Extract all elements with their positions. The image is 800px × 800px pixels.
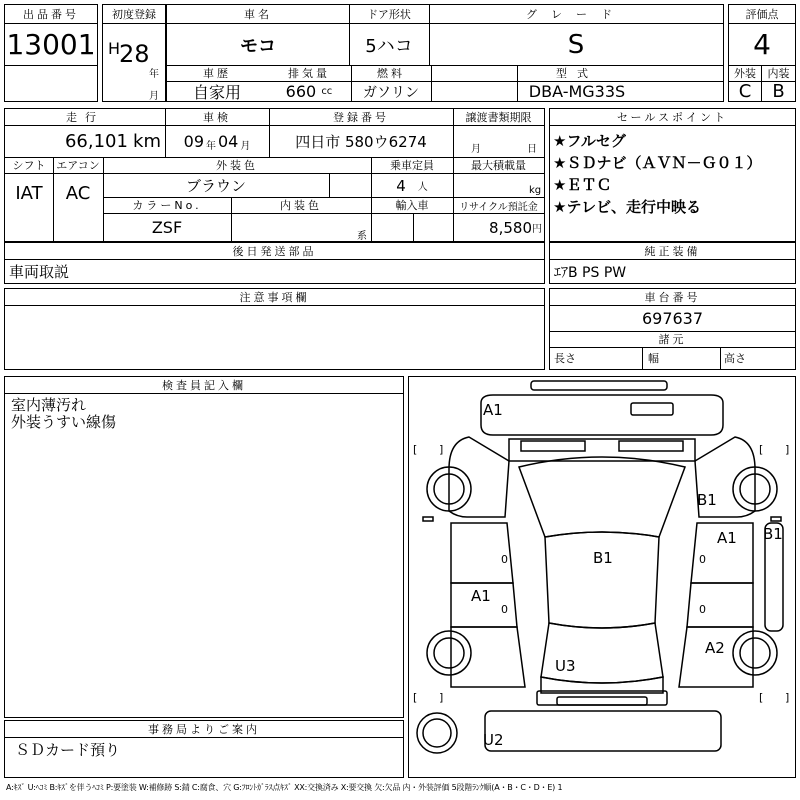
recycle-label: リサイクル預託金: [459, 201, 538, 213]
damage-diagram-box: [408, 376, 796, 778]
inspector-line: 室内薄汚れ: [11, 396, 87, 414]
mark-right-side: B1: [763, 525, 783, 543]
registration-year: 28: [119, 40, 150, 68]
score-label: 評価点: [745, 8, 779, 21]
history: 自家用: [192, 83, 241, 102]
inspector-box: [4, 376, 404, 718]
mileage-value: 66,101: [64, 131, 128, 152]
dims-label: 諸元: [658, 333, 687, 346]
door-type: 5ハコ: [365, 35, 413, 57]
color-label: 外装色: [216, 159, 258, 172]
door-label: ドア形状: [367, 8, 411, 21]
bracket: ]: [785, 691, 790, 704]
vehicle-info-box: [166, 4, 724, 102]
inspection-date: [165, 126, 269, 157]
equipment-box: [549, 242, 796, 284]
dims-height: 高さ: [724, 352, 746, 365]
mark-zero: 0: [699, 553, 706, 566]
exterior-label: 外装: [734, 67, 756, 80]
ac: AC: [65, 182, 91, 204]
inspection-label: 車検: [203, 111, 231, 124]
office-box: [4, 720, 404, 778]
interior-color-unit: 系: [357, 230, 367, 242]
equipment-value: ｴｱB PS PW: [554, 264, 627, 281]
plate: 四日市 580ウ6274: [295, 133, 427, 151]
legend: A:ｷｽﾞ U:ﾍｺﾐ B:ｷｽﾞを伴うﾍｺﾐ P:要塗装 W:補修跡 S:錆 C:腐食、穴 G:ﾌﾛﾝﾄｶﾞﾗｽ点ｷｽﾞ XX:交換済み X:要交換 欠:欠品 内・外装評価 5段階ﾗﾝｸ順(A・B・C・D・E) 1: [6, 783, 563, 792]
mileage: [5, 126, 161, 157]
sales-point: ★ＳＤナビ（ＡＶＮ－Ｇ０１）: [553, 153, 762, 172]
mark-rear-bumper: U2: [483, 731, 504, 749]
later-parts-label: 後日発送部品: [232, 245, 317, 258]
bracket: [: [413, 691, 418, 704]
model: DBA-MG33S: [528, 82, 626, 101]
lot-number: 13001: [6, 27, 96, 61]
inspection-month: 04: [218, 132, 239, 151]
transfer-day: 日: [527, 143, 537, 155]
fuel: ガソリン: [363, 84, 419, 101]
displacement: [267, 82, 351, 101]
bracket: [: [759, 443, 764, 456]
year-unit: 年: [149, 68, 159, 80]
capacity-unit: 人: [417, 182, 428, 193]
mark-right-front-door: A1: [717, 529, 737, 547]
recycle: [453, 214, 542, 241]
bracket: [: [413, 443, 418, 456]
grade: S: [567, 29, 585, 60]
capacity: [371, 174, 453, 197]
displacement-value: 660: [285, 82, 317, 101]
office-value: ＳＤカード預り: [15, 740, 121, 759]
notes-label: 注意事項欄: [239, 291, 310, 304]
bracket: ]: [439, 443, 444, 456]
detail-box: [4, 108, 545, 242]
office-label: 事務局よりご案内: [148, 723, 260, 736]
bracket: ]: [439, 691, 444, 704]
sales-points-box: [549, 108, 796, 242]
inspection-month-unit: 月: [240, 141, 251, 152]
score: 4: [753, 28, 771, 61]
mark-right-rear: A2: [705, 639, 725, 657]
sales-point: ★テレビ、走行中映る: [553, 197, 701, 216]
inspection-year: 09: [183, 132, 204, 151]
displacement-label: 排気量: [288, 67, 330, 80]
era: H: [108, 38, 121, 58]
exterior-score: C: [738, 81, 752, 102]
model-label: 型式: [556, 67, 598, 80]
lot-number-box: [4, 4, 98, 102]
chassis-label: 車台番号: [644, 291, 701, 304]
recycle-value: 8,580: [489, 218, 532, 237]
plate-label: 登録番号: [333, 111, 389, 124]
mark-left-front-fender: B1: [697, 491, 717, 509]
sales-points-label: セールスポイント: [616, 111, 728, 124]
equipment-label: 純正装備: [644, 245, 701, 258]
mark-left-rear-door: A1: [471, 587, 491, 605]
car-diagram: [409, 377, 795, 777]
fuel-label: 燃料: [377, 67, 405, 80]
color: ブラウン: [185, 177, 246, 195]
later-parts-box: [4, 242, 545, 284]
first-registration-box: [102, 4, 166, 102]
interior-color-label: 内装色: [280, 199, 322, 212]
month-unit: 月: [149, 90, 159, 102]
transfer-month: 月: [471, 143, 481, 155]
mark-zero: 0: [501, 553, 508, 566]
load-label: 最大積載量: [471, 159, 526, 172]
transfer-label: 譲渡書類期限: [465, 111, 532, 124]
interior-label: 内装: [767, 67, 790, 80]
later-parts-value: 車両取説: [9, 263, 70, 281]
dims-length: 長さ: [554, 352, 576, 365]
capacity-label: 乗車定員: [390, 159, 434, 172]
inspector-label: 検査員記入欄: [162, 379, 246, 392]
mark-roof: B1: [593, 549, 613, 567]
car-name-label: 車名: [244, 8, 272, 21]
inspector-line: 外装うすい線傷: [11, 413, 117, 431]
car-name: モコ: [240, 35, 276, 57]
mark-zero: 0: [501, 603, 508, 616]
score-box: [728, 4, 796, 102]
recycle-unit: 円: [532, 224, 542, 235]
first-registration-label: 初度登録: [112, 8, 156, 21]
lot-number-label: 出品番号: [23, 8, 79, 21]
sales-point: ★ＥＴＣ: [553, 175, 612, 194]
mark-front: A1: [483, 401, 503, 419]
chassis-number: 697637: [641, 308, 704, 328]
displacement-unit: cc: [321, 86, 333, 97]
dims-width: 幅: [648, 352, 659, 365]
capacity-value: 4: [396, 176, 406, 195]
mark-rear-panel: U3: [555, 657, 576, 675]
shift-label: シフト: [12, 159, 46, 172]
mark-zero: 0: [699, 603, 706, 616]
bracket: ]: [785, 443, 790, 456]
sales-point: ★フルセグ: [553, 131, 626, 150]
load-unit: kg: [529, 184, 542, 196]
colorno-label: カラーNo.: [132, 199, 202, 212]
colorno: ZSF: [151, 218, 183, 237]
mileage-label: 走行: [66, 111, 104, 124]
import-label: 輸入車: [395, 199, 429, 212]
history-label: 車歴: [203, 67, 231, 80]
notes-box: [4, 288, 545, 370]
bracket: [: [759, 691, 764, 704]
chassis-box: [549, 288, 796, 370]
interior-score: B: [772, 81, 785, 102]
shift: IAT: [15, 182, 43, 204]
inspection-year-unit: 年: [206, 141, 216, 152]
ac-label: エアコン: [56, 159, 100, 172]
grade-label: グレード: [526, 8, 626, 21]
mileage-unit: km: [133, 131, 161, 152]
